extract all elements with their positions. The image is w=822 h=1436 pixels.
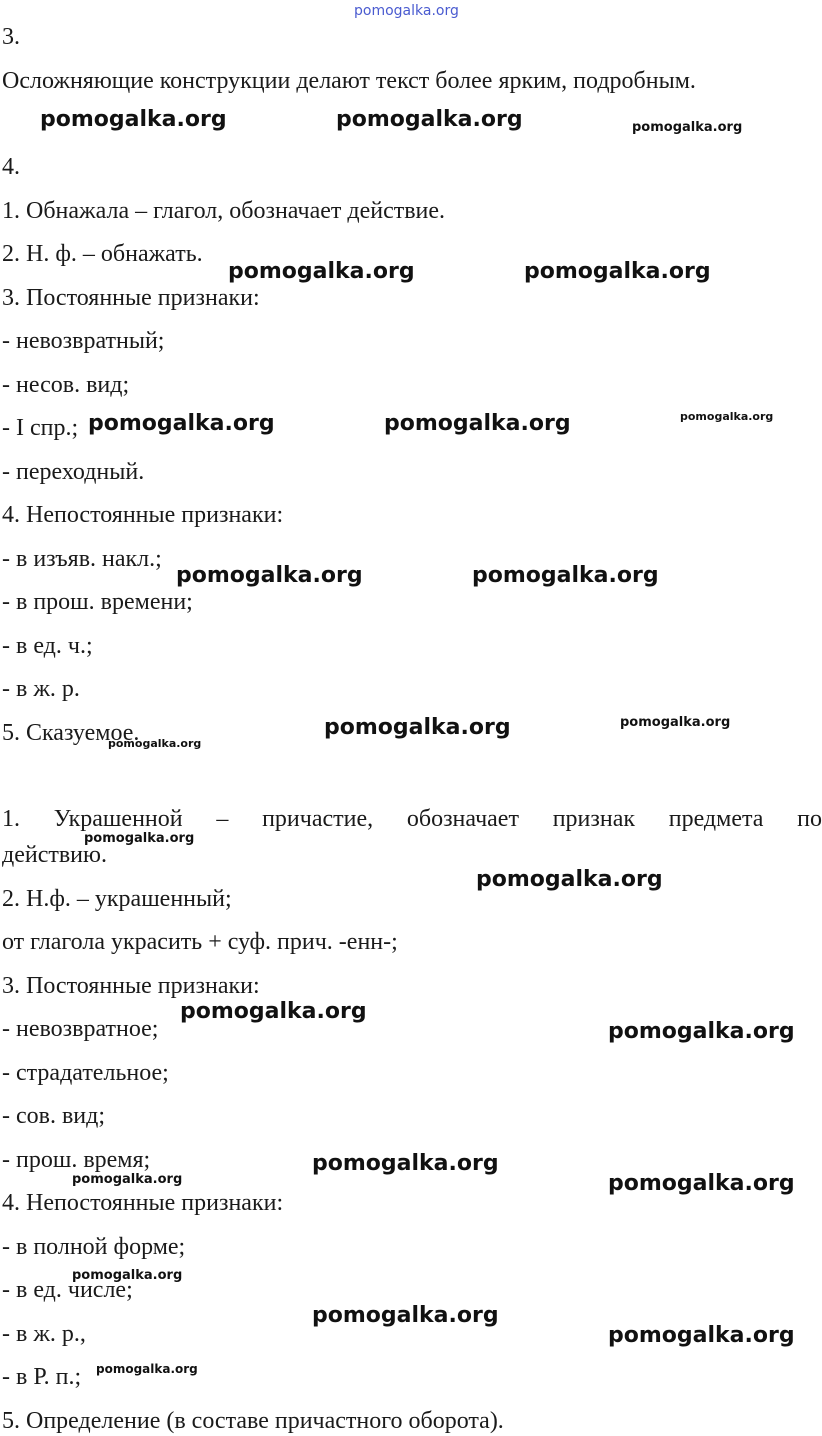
watermark-text: pomogalka.org (84, 831, 195, 846)
watermark-text: pomogalka.org (72, 1268, 183, 1283)
watermark-text: pomogalka.org (608, 1019, 795, 1044)
text-line: - в ж. р., (2, 1321, 86, 1347)
text-line: - страдательное; (2, 1060, 169, 1086)
watermark-text: pomogalka.org (72, 1172, 183, 1187)
watermark-text: pomogalka.org (354, 3, 459, 19)
watermark-text: pomogalka.org (88, 411, 275, 436)
text-line: 4. Непостоянные признаки: (2, 1190, 284, 1216)
text-line: 1. Украшенной – причастие, обозначает признак предмета по (2, 806, 822, 832)
text-line: 2. Н. ф. – обнажать. (2, 241, 203, 267)
text-line: - в изъяв. накл.; (2, 546, 162, 572)
section-number: 3. (2, 24, 20, 50)
watermark-text: pomogalka.org (108, 737, 202, 750)
watermark-text: pomogalka.org (176, 563, 363, 588)
text-line: - переходный. (2, 459, 145, 485)
section-number: 4. (2, 154, 20, 180)
watermark-text: pomogalka.org (476, 867, 663, 892)
text-line: 3. Постоянные признаки: (2, 285, 260, 311)
text-line: 4. Непостоянные признаки: (2, 502, 284, 528)
text-line: - в полной форме; (2, 1234, 186, 1260)
text-line: - в Р. п.; (2, 1364, 82, 1390)
text-line: - прош. время; (2, 1147, 151, 1173)
watermark-text: pomogalka.org (312, 1303, 499, 1328)
watermark-text: pomogalka.org (608, 1171, 795, 1196)
watermark-text: pomogalka.org (96, 1362, 198, 1376)
text-line: 5. Определение (в составе причастного оборота). (2, 1408, 504, 1434)
text-line: - несов. вид; (2, 372, 130, 398)
watermark-text: pomogalka.org (312, 1151, 499, 1176)
watermark-text: pomogalka.org (680, 410, 774, 423)
watermark-text: pomogalka.org (384, 411, 571, 436)
watermark-text: pomogalka.org (40, 107, 227, 132)
text-line: от глагола украсить + суф. прич. -енн-; (2, 929, 398, 955)
watermark-text: pomogalka.org (620, 715, 731, 730)
watermark-text: pomogalka.org (324, 715, 511, 740)
text-line: - невозвратное; (2, 1016, 159, 1042)
text-line: Осложняющие конструкции делают текст более ярким, подробным. (2, 68, 696, 94)
text-line: - сов. вид; (2, 1103, 106, 1129)
text-line: - в прош. времени; (2, 589, 193, 615)
watermark-text: pomogalka.org (632, 120, 743, 135)
text-line: - I спр.; (2, 415, 79, 441)
text-line: - невозвратный; (2, 328, 165, 354)
watermark-text: pomogalka.org (228, 259, 415, 284)
watermark-text: pomogalka.org (336, 107, 523, 132)
text-line: - в ед. ч.; (2, 633, 93, 659)
text-line: 5. Сказуемое. (2, 720, 140, 746)
watermark-text: pomogalka.org (180, 999, 367, 1024)
text-line: 1. Обнажала – глагол, обозначает действие. (2, 198, 446, 224)
text-line: - в ед. числе; (2, 1277, 133, 1303)
text-line: 2. Н.ф. – украшенный; (2, 886, 232, 912)
watermark-text: pomogalka.org (472, 563, 659, 588)
watermark-text: pomogalka.org (608, 1323, 795, 1348)
text-line: действию. (2, 842, 107, 868)
watermark-text: pomogalka.org (524, 259, 711, 284)
text-line: 3. Постоянные признаки: (2, 973, 260, 999)
text-line: - в ж. р. (2, 676, 80, 702)
